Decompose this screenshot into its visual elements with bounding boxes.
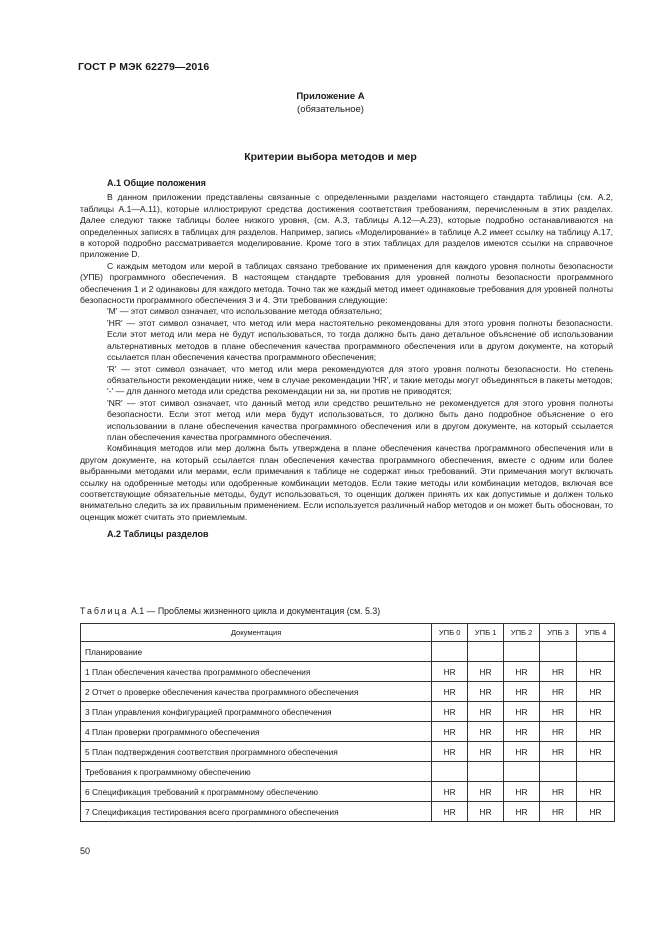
requirement-cell: HR [576, 702, 614, 722]
requirement-cell: HR [540, 702, 577, 722]
table-a1 [80, 623, 615, 822]
requirement-cell: HR [576, 662, 614, 682]
table-header-row [81, 624, 615, 642]
requirement-cell: HR [504, 802, 540, 822]
row-label: Планирование [81, 642, 432, 662]
column-header: УПБ 3 [540, 624, 577, 642]
row-label: 4 План проверки программного обеспечения [81, 722, 432, 742]
paragraph: С каждым методом или мерой в таблицах связано требование их применения для каждого уровня полноты безопасности (УПБ) программного обеспечения. В настоящем стандарте требования для уровней полноты безопасности программного обеспечения 1 и 2 одинаковы для каждого метода. Точно так же каждый метод имеет одинаковые требования для уровней полноты безопасности программного обеспечения 3 и 4. Эти требования следующие: [80, 260, 613, 306]
row-label: Требования к программному обеспечению [81, 762, 432, 782]
requirement-cell: HR [540, 742, 577, 762]
column-header: УПБ 0 [432, 624, 468, 642]
heading-a2: А.2 Таблицы разделов [107, 529, 209, 540]
requirement-cell [468, 762, 504, 782]
page-number: 50 [80, 846, 91, 856]
requirement-cell: HR [468, 722, 504, 742]
requirement-cell: HR [504, 682, 540, 702]
table-row [81, 682, 615, 702]
requirement-cell: HR [504, 782, 540, 802]
requirement-cell: HR [576, 722, 614, 742]
row-label: 7 Спецификация тестирования всего программного обеспечения [81, 802, 432, 822]
paragraph: Комбинация методов или мер должна быть утверждена в плане обеспечения качества программного обеспечения или в другом документе, на который ссылается план обеспечения качества программного обеспечения, вместе с одним или более выбранными методами или мерами, если примечания к таблице не содержат иных требований. Эти примечания могут включать ссылку на одобренные методы или одобренные комбинации методов. Если такие методы или комбинации методов, включая все соответствующие обязательные методы, будут использоваться, то оценщик должен принять их как допустимые и должен только внимательно следить за их правильным применением. Если используется различный набор методов и он может быть обоснован, то оценщик может считать это приемлемым. [80, 443, 613, 522]
requirement-cell: HR [504, 702, 540, 722]
requirement-cell: HR [432, 702, 468, 722]
requirement-cell: HR [468, 702, 504, 722]
list-item: 'R' — этот символ означает, что метод или мера рекомендуются для этого уровня полноты безопасности. Но степень обязательности рекомендации ниже, чем в случае рекомендации 'HR', и такие методы могут объединяться в пакеты методов; [107, 363, 613, 385]
table-row [81, 702, 615, 722]
list-item: '-' — для данного метода или средства рекомендации ни за, ни против не приводятся; [107, 386, 452, 397]
requirement-cell: HR [576, 802, 614, 822]
row-label: 5 План подтверждения соответствия программного обеспечения [81, 742, 432, 762]
row-label: 3 План управления конфигурацией программного обеспечения [81, 702, 432, 722]
table-row [81, 802, 615, 822]
requirement-cell: HR [540, 662, 577, 682]
requirement-cell: HR [468, 662, 504, 682]
requirement-cell: HR [504, 722, 540, 742]
row-label: 6 Спецификация требований к программному обеспечению [81, 782, 432, 802]
list-item: 'NR' — этот символ означает, что данный метод или средство решительно не рекомендуется для этого уровня полноты безопасности. Если этот метод или мера будут использоваться, то должно быть дано подробное объяснение о его использовании в плане обеспечения качества программного обеспечения или в другом документе, на который ссылается план обеспечения качества программного обеспечения. [107, 397, 613, 442]
table-caption-text: А.1 — Проблемы жизненного цикла и документация (см. 5.3) [128, 606, 381, 616]
requirement-cell: HR [468, 742, 504, 762]
paragraph: В данном приложении представлены связанные с определенными разделами настоящего стандарта таблицы (см. А.2, таблицы А.1—А.11), которые иллюстрируют средства достижения соответствия требованиям, перечисленным в этих разделах. Далее следуют также таблицы более низкого уровня, (см. А.3, таблицы А.12—А.23), которые подробно останавливаются на определенных записях в таблицах для разделов. Например, запись «Моделирование» в таблице А.2 имеет ссылку на таблицу А.17, в которой подробно рассматривается моделирование. Кроме того в этих таблицах для разделов имеются ссылки на справочное приложение D. [80, 192, 613, 260]
heading-a1: А.1 Общие положения [107, 178, 206, 188]
requirement-cell: HR [432, 662, 468, 682]
table-row [81, 782, 615, 802]
requirement-cell [576, 642, 614, 662]
standard-header: ГОСТ Р МЭК 62279—2016 [78, 61, 210, 73]
table-row [81, 742, 615, 762]
requirement-cell [504, 642, 540, 662]
requirement-cell: HR [432, 782, 468, 802]
requirement-cell: HR [468, 802, 504, 822]
requirement-cell: HR [432, 742, 468, 762]
body-text [80, 178, 613, 544]
requirement-cell: HR [504, 662, 540, 682]
requirement-cell: HR [576, 782, 614, 802]
requirement-cell [540, 642, 577, 662]
requirement-cell: HR [540, 802, 577, 822]
table-row [81, 662, 615, 682]
table-caption [80, 606, 380, 616]
requirement-cell: HR [432, 802, 468, 822]
requirement-cell: HR [468, 682, 504, 702]
row-label: 2 Отчет о проверке обеспечения качества программного обеспечения [81, 682, 432, 702]
requirement-cell [468, 642, 504, 662]
annex-status: (обязательное) [297, 104, 364, 115]
requirement-cell [576, 762, 614, 782]
requirement-cell: HR [468, 782, 504, 802]
requirement-cell: HR [504, 742, 540, 762]
requirement-cell: HR [432, 682, 468, 702]
requirement-cell: HR [540, 682, 577, 702]
requirement-cell: HR [540, 782, 577, 802]
requirement-cell [432, 642, 468, 662]
list-item: 'HR' — этот символ означает, что метод или мера настоятельно рекомендованы для этого уровня полноты безопасности. Если этот метод или мера не будут использоваться, то тогда должно быть дано детальное объяснение об использовании альтернативных методов в плане обеспечения качества программного обеспечения или в другом документе, на который ссылается план обеспечения качества программного обеспечения; [107, 317, 613, 363]
annex-heading [0, 90, 661, 116]
requirement-cell [432, 762, 468, 782]
requirement-cell: HR [432, 722, 468, 742]
section-title: Критерии выбора методов и мер [244, 151, 417, 163]
requirement-cell [540, 762, 577, 782]
column-header: УПБ 1 [468, 624, 504, 642]
table-row [81, 722, 615, 742]
table-group-row [81, 642, 615, 662]
column-header: Документация [81, 624, 432, 642]
requirement-cell: HR [576, 742, 614, 762]
table-group-row [81, 762, 615, 782]
column-header: УПБ 4 [576, 624, 614, 642]
requirement-cell: HR [576, 682, 614, 702]
row-label: 1 План обеспечения качества программного обеспечения [81, 662, 432, 682]
requirement-cell: HR [540, 722, 577, 742]
column-header: УПБ 2 [504, 624, 540, 642]
annex-title: Приложение А [296, 91, 365, 102]
table-caption-label: Таблица [80, 606, 129, 616]
list-item: 'M' — этот символ означает, что использование метода обязательно; [107, 306, 383, 317]
requirement-cell [504, 762, 540, 782]
